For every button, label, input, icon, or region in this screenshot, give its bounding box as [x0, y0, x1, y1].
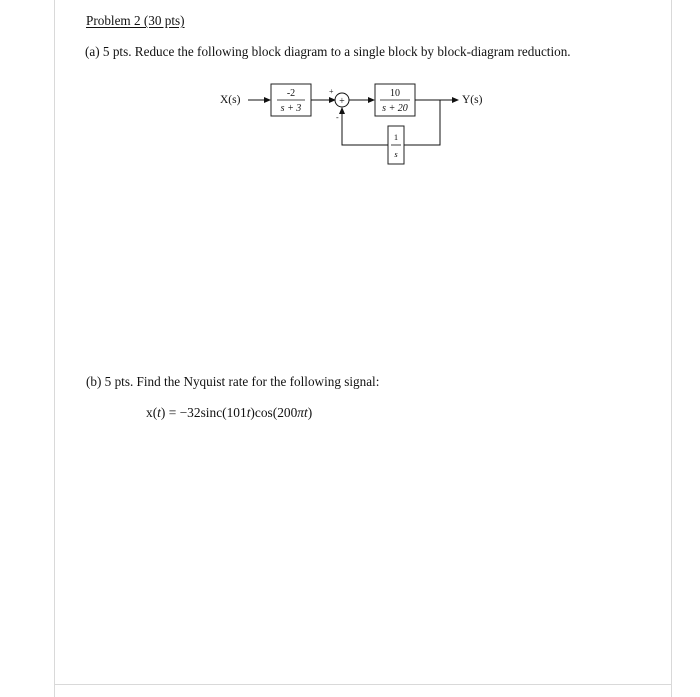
problem-heading: Problem 2 (30 pts) — [86, 13, 185, 28]
signal-equation — [146, 405, 312, 421]
equation-lhs-open: ( — [152, 405, 158, 420]
summing-junction-symbol: + — [339, 96, 345, 107]
equation-rhs-start: −32sinc(101 — [179, 405, 247, 420]
equation-lhs-close: ) — [160, 405, 166, 420]
equation-rhs-t1: t — [246, 405, 251, 420]
block-2-denominator: s + 20 — [382, 103, 408, 114]
output-label: Y(s) — [462, 94, 483, 106]
equation-lhs-t: t — [157, 405, 161, 420]
block-1-numerator: -2 — [286, 88, 296, 99]
equation-rhs-end: ) — [307, 405, 313, 420]
feedback-block-numerator: 1 — [393, 132, 399, 142]
block-1-denominator: s + 3 — [280, 103, 302, 114]
equation-equals: = — [165, 405, 180, 420]
block-2-numerator: 10 — [390, 88, 400, 99]
equation-rhs-middle: )cos(200 — [250, 405, 298, 420]
feedback-block-denominator: s — [394, 149, 398, 159]
sum-plus-sign: + — [329, 87, 334, 96]
equation-rhs-pi-t: πt — [297, 405, 308, 420]
part-a-instruction: (a) 5 pts. Reduce the following block diagram to a single block by block-diagram reduction. — [85, 44, 571, 59]
part-b-instruction: (b) 5 pts. Find the Nyquist rate for the following signal: — [86, 374, 380, 389]
sum-minus-sign: - — [336, 113, 339, 122]
equation-lhs-x: x — [146, 405, 153, 420]
input-label: X(s) — [220, 94, 241, 106]
